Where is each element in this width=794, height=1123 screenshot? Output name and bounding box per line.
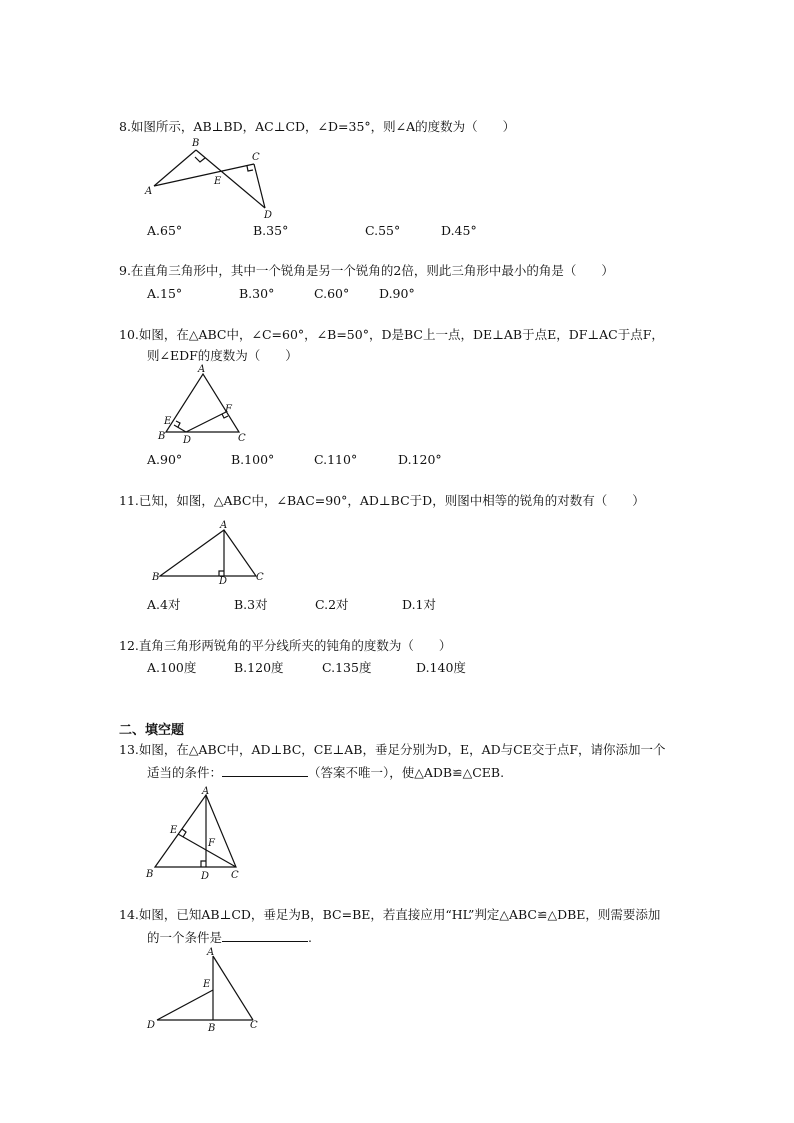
q8-text: 8.如图所示，AB⊥BD，AC⊥CD，∠D=35°，则∠A的度数为（ ） [119, 119, 516, 134]
q10-option-c[interactable]: C.110° [314, 452, 358, 467]
q13-label-A: A [202, 786, 210, 797]
q13-text-line1: 13.如图，在△ABC中，AD⊥BC，CE⊥AB，垂足分别为D，E，AD与CE交于点F，请你添加一个 [119, 742, 666, 757]
q13-label-E: E [170, 825, 178, 836]
q11-option-d[interactable]: D.1对 [402, 597, 437, 612]
q8-option-d[interactable]: D.45° [441, 223, 477, 238]
q10-label-C: C [238, 433, 246, 444]
q10-text-line2: 则∠EDF的度数为（ ） [147, 348, 298, 363]
q14-answer-blank[interactable] [222, 929, 308, 942]
q14-figure [144, 944, 262, 1034]
q12-option-b[interactable]: B.120度 [234, 660, 284, 675]
q9-text: 9.在直角三角形中，其中一个锐角是另一个锐角的2倍，则此三角形中最小的角是（ ） [119, 263, 614, 278]
q14-label-D: D [147, 1020, 156, 1031]
q10-label-B: B [158, 431, 166, 442]
q8-option-a[interactable]: A.65° [147, 223, 183, 238]
q9-option-d[interactable]: D.90° [379, 286, 415, 301]
q10-option-a[interactable]: A.90° [147, 452, 183, 467]
q14-prompt: 的一个条件是 [147, 930, 223, 945]
q8-option-c[interactable]: C.55° [365, 223, 401, 238]
q14-label-E: E [203, 979, 211, 990]
q12-option-a[interactable]: A.100度 [147, 660, 197, 675]
q14-text-line1: 14.如图，已知AB⊥CD，垂足为B，BC=BE，若直接应用“HL”判定△ABC≌△DBE，则需要添加 [119, 907, 661, 922]
q8-figure [140, 136, 290, 220]
q10-label-E: E [164, 416, 172, 427]
q12-option-c[interactable]: C.135度 [322, 660, 372, 675]
q11-figure [150, 520, 272, 586]
q13-figure [142, 784, 246, 882]
q8-label-E: E [214, 176, 222, 187]
q8-label-A: A [145, 186, 153, 197]
q8-label-B: B [192, 138, 200, 149]
q10-option-b[interactable]: B.100° [231, 452, 275, 467]
q11-label-C: C [256, 572, 264, 583]
q9-option-c[interactable]: C.60° [314, 286, 350, 301]
q11-label-B: B [152, 572, 160, 583]
q11-option-b[interactable]: B.3对 [234, 597, 268, 612]
q10-label-F: F [225, 404, 232, 415]
q11-label-D: D [219, 576, 228, 587]
q13-prompt: 适当的条件： [147, 765, 223, 780]
q8-option-b[interactable]: B.35° [253, 223, 289, 238]
q9-option-b[interactable]: B.30° [239, 286, 275, 301]
section-title-fill-in: 二、填空题 [119, 723, 185, 738]
q10-label-D: D [183, 435, 192, 446]
q12-text: 12.直角三角形两锐角的平分线所夹的钝角的度数为（ ） [119, 638, 452, 653]
q13-label-D: D [201, 871, 210, 882]
q13-condition: （答案不唯一），使△ADB≌△CEB. [308, 765, 505, 780]
q8-label-C: C [252, 152, 260, 163]
q14-label-B: B [208, 1023, 216, 1034]
q10-option-d[interactable]: D.120° [398, 452, 442, 467]
q13-label-F: F [208, 838, 215, 849]
q10-text-line1: 10.如图，在△ABC中，∠C=60°，∠B=50°，D是BC上一点，DE⊥AB于点E，DF⊥AC于点F， [119, 327, 664, 342]
q11-option-c[interactable]: C.2对 [315, 597, 349, 612]
q9-option-a[interactable]: A.15° [147, 286, 183, 301]
q14-period: . [308, 930, 312, 945]
q11-text: 11.已知，如图，△ABC中，∠BAC=90°，AD⊥BC于D，则图中相等的锐角的对数有（ ） [119, 493, 645, 508]
q12-option-d[interactable]: D.140度 [416, 660, 466, 675]
q11-option-a[interactable]: A.4对 [147, 597, 181, 612]
q13-label-C: C [231, 870, 239, 881]
q14-label-A: A [207, 947, 215, 958]
q10-figure [156, 364, 256, 446]
q11-label-A: A [220, 520, 228, 531]
q13-answer-blank[interactable] [222, 764, 308, 777]
q13-label-B: B [146, 869, 154, 880]
q14-label-C: C [250, 1020, 258, 1031]
q8-label-D: D [264, 210, 273, 221]
q10-label-A: A [198, 364, 206, 375]
q13-text-line2 [147, 764, 504, 781]
